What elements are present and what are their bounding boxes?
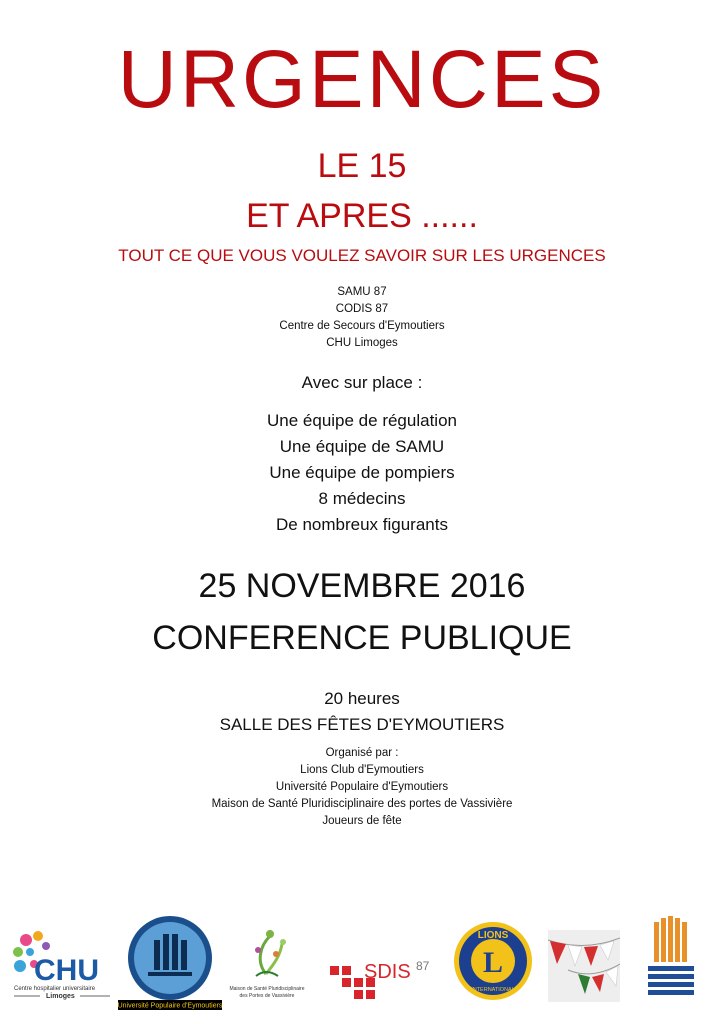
svg-text:des Portes de Vassivière: des Portes de Vassivière [239, 993, 295, 999]
svg-text:SDIS: SDIS [364, 961, 411, 983]
subtitle-line-1: LE 15 [317, 147, 407, 185]
participant-item: SAMU 87 [337, 286, 387, 298]
time-venue [0, 686, 724, 738]
onsite-item: Une équipe de pompiers [269, 463, 455, 482]
lions-club-logo [452, 920, 534, 1002]
event-date: 25 NOVEMBRE 2016 [198, 567, 526, 605]
joueurs-de-fete-logo [548, 930, 620, 1002]
svg-text:LIONS: LIONS [477, 930, 509, 941]
participant-item: CODIS 87 [335, 303, 389, 315]
tagline: TOUT CE QUE VOUS VOULEZ SAVOIR SUR LES URGENCES [118, 246, 606, 265]
svg-text:Centre hospitalier universitai: Centre hospitalier universitaire [14, 986, 96, 992]
participants-list [0, 284, 724, 352]
event-venue: SALLE DES FÊTES D'EYMOUTIERS [219, 715, 505, 734]
svg-text:Maison de Santé Pluridisciplin: Maison de Santé Pluridisciplinaire [229, 986, 305, 992]
organizer-item: Université Populaire d'Eymoutiers [275, 781, 449, 793]
universite-populaire-logo [118, 914, 222, 1010]
svg-text:87: 87 [416, 959, 430, 973]
onsite-heading: Avec sur place : [301, 373, 423, 392]
university-building-logo [644, 916, 698, 1000]
event-time: 20 heures [324, 689, 400, 708]
onsite-item: De nombreux figurants [276, 515, 448, 534]
participant-item: Centre de Secours d'Eymoutiers [279, 320, 445, 332]
organizer-item: Maison de Santé Pluridisciplinaire des portes de Vassivière [211, 798, 513, 810]
poster-title: URGENCES [117, 34, 607, 125]
onsite-item: 8 médecins [318, 489, 406, 508]
sdis-87-logo [328, 956, 444, 1002]
onsite-list [0, 408, 724, 538]
svg-text:L: L [482, 946, 504, 979]
svg-text:Limoges: Limoges [46, 993, 75, 1000]
svg-text:Université Populaire d'Eymouti: Université Populaire d'Eymoutiers [118, 1002, 222, 1010]
organizer-item: Lions Club d'Eymoutiers [300, 764, 424, 776]
organizers-list [0, 745, 724, 830]
subtitle-line-2: ET APRES ...... [246, 197, 478, 235]
maison-de-sante-logo [226, 922, 308, 1004]
onsite-item: Une équipe de régulation [267, 411, 457, 430]
participant-item: CHU Limoges [326, 337, 398, 349]
event-type: CONFERENCE PUBLIQUE [152, 619, 572, 657]
svg-text:CHU: CHU [34, 954, 99, 987]
chu-limoges-logo [10, 928, 116, 1006]
organized-heading: Organisé par : [325, 747, 399, 759]
organizer-item: Joueurs de fête [322, 815, 402, 827]
svg-text:INTERNATIONAL: INTERNATIONAL [471, 987, 515, 993]
onsite-item: Une équipe de SAMU [279, 437, 445, 456]
